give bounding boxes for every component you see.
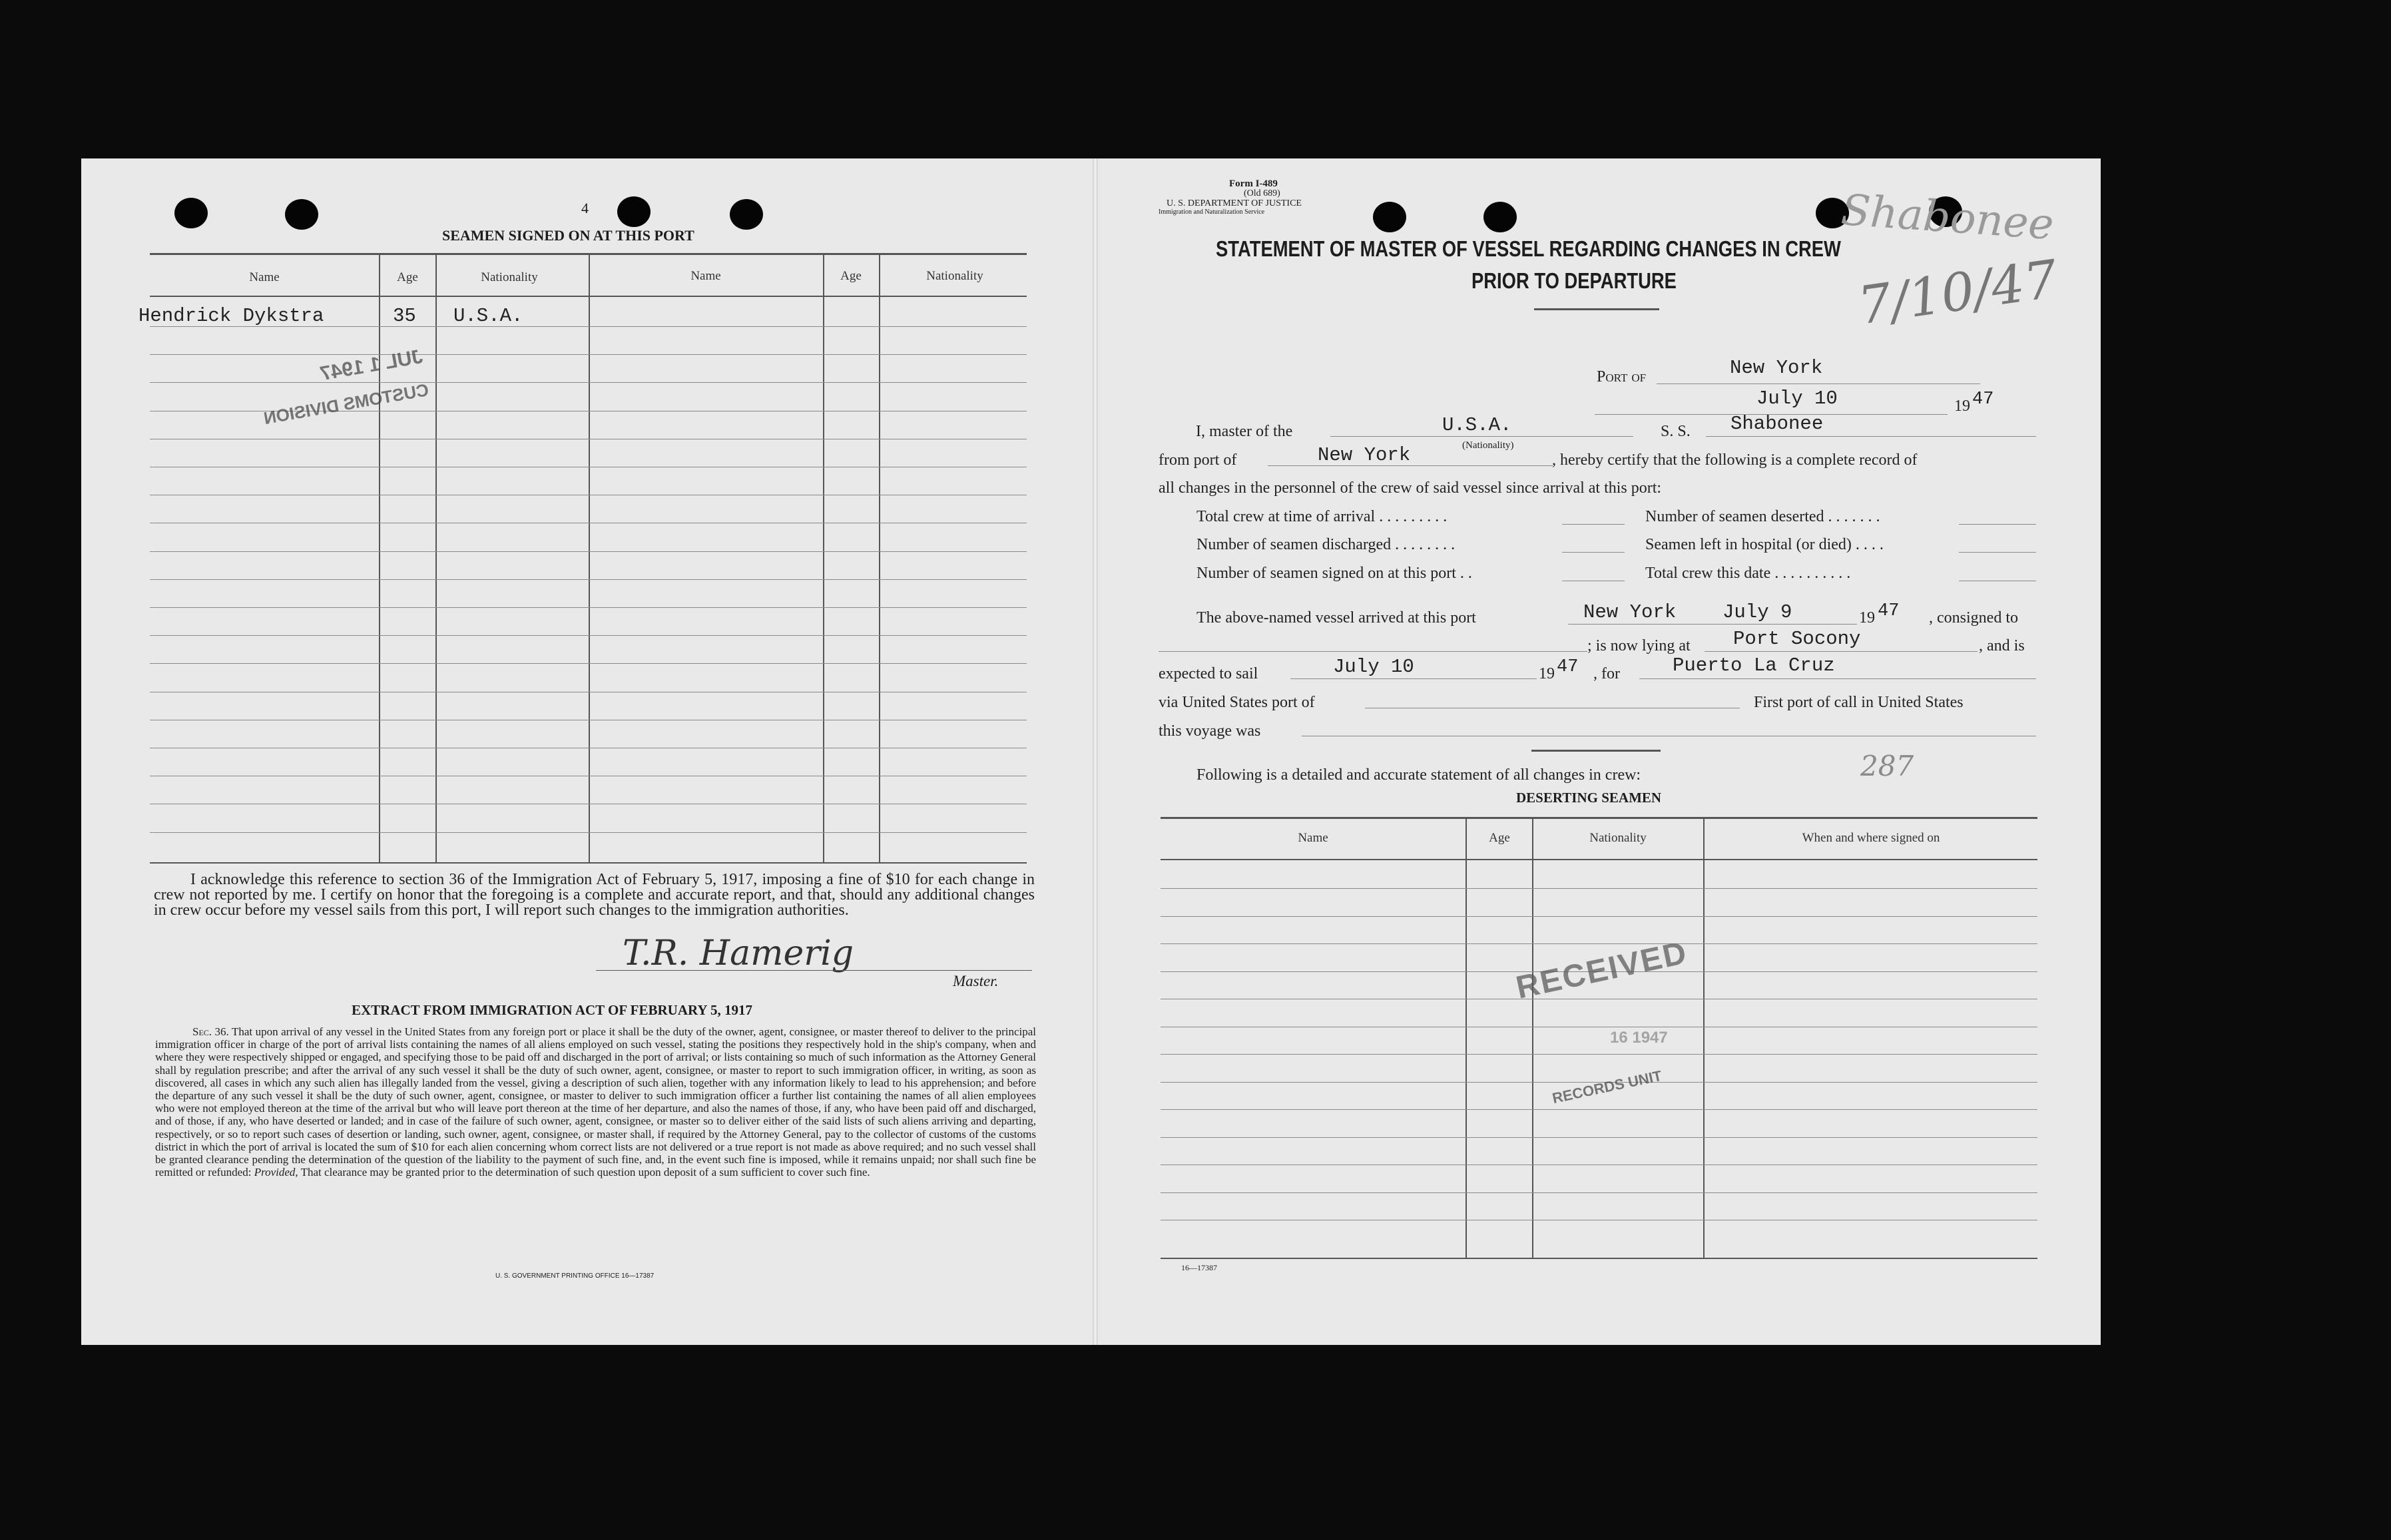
table-rule [1161,888,2037,889]
punch-hole [617,196,651,227]
records-unit-stamp: RECORDS UNIT [1551,1067,1664,1107]
certify-text: , hereby certify that the following is a complete record of [1552,451,1918,469]
department-line: U. S. DEPARTMENT OF JUSTICE [1167,198,1302,208]
right-page [1095,158,2101,1345]
table-rule [1161,1054,2037,1055]
seamen-discharged-label: Number of seamen discharged . . . . . . . . [1196,536,1456,553]
extract-title: EXTRACT FROM IMMIGRATION ACT OF FEBRUARY 5, 1917 [352,1002,753,1018]
seamen-signed-on-label: Number of seamen signed on at this port . . [1196,565,1472,582]
lying-at-label: ; is now lying at [1587,637,1691,654]
punch-hole [1373,202,1406,232]
section-36-text: Sec. 36. That upon arrival of any vessel in the United States from any foreign port or place it shall be the duty of the owner, agent, consignee, or master thereof to deliver to the principal immigration officer in charge of the port of arrival lists containing the names of all aliens employed on such vessel, stating the positions they respectively hold in the ship's company, when and where they were respectively shipped or engaged, and specifying those to be paid off and discharged in the port of arrival; or lists containing so much of such information as the Attorney General shall by regulation prescribe; and after the arrival of any such vessel it shall be the duty of such owner, agent, consignee, or master to report to such immigration officer, in writing, as soon as discovered, all cases in which any such alien has illegally landed from the vessel, giving a description of such alien, together with any information likely to lead to his apprehension; and before the departure of any such vessel it shall be the duty of such owner, agent, consignee, or master to deliver to such immigration officer a further list containing the names of all alien employees who were not employed thereon at the time of the arrival but who will leave port thereon at the time of her departure, and also the names of those, if any, who have been paid off and discharged, and of those, if any, who have deserted or landed; and in case of the failure of such owner, agent, consignee, or master so to deliver either of the said lists of such aliens arriving and departing, respectively, or so to report such cases of desertion or landing, such owner, agent, consignee, or master shall, if required by the Attorney General, pay to the collector of customs of the customs district in which the port of arrival is located the sum of $10 for each alien concerning whom correct lists are not delivered or a true report is not made as above required; and no such vessel shall be granted clearance pending the determination of the question of the liability to the payment of such fine, and, in the event such fine is imposed, while it remains unpaid; nor shall such fine be remitted or refunded: Provided, That clearance may be granted prior to the determination of such question upon deposit of a sum sufficient to cover such fine. [155,1025,1036,1179]
port-of-label: Port of [1597,368,1647,385]
voyage-label: this voyage was [1159,722,1261,740]
consigned-to-label: , consigned to [1929,609,2018,627]
col-header-name-deserting: Name [1298,831,1328,845]
nationality-value: U.S.A. [1442,414,1512,436]
punch-hole [285,199,318,230]
table-rule [150,354,1027,355]
table-rule [150,607,1027,608]
via-port-label: via United States port of [1159,694,1315,711]
customs-stamp: JUL 1 1947 CUSTOMS DIVISION [262,345,431,429]
table-rule [1161,943,2037,944]
form-title-line2: PRIOR TO DEPARTURE [1471,268,1677,293]
and-is-label: , and is [1979,637,2025,654]
table-rule [150,551,1027,552]
col-header-nationality-deserting: Nationality [1589,831,1647,845]
date-year-prefix: 19 [1954,397,1970,415]
from-port-label: from port of [1159,451,1237,469]
page-number: 4 [581,200,589,216]
entry-nationality: U.S.A. [453,305,523,327]
ship-name: Shabonee [1730,413,1824,435]
following-text: Following is a detailed and accurate statement of all changes in crew: [1196,766,1641,784]
all-changes-text: all changes in the personnel of the crew of said vessel since arrival at this port: [1159,479,1662,497]
nationality-caption: (Nationality) [1462,440,1514,451]
table-rule [1161,916,2037,917]
form-title-line1: STATEMENT OF MASTER OF VESSEL REGARDING CHANGES IN CREW [1216,236,1841,261]
expected-year-prefix: 19 [1539,665,1555,682]
footer-code: 16—17387 [1181,1263,1217,1272]
date-year: 47 [1972,389,1994,409]
ss-label: S. S. [1661,423,1691,440]
arrived-year: 47 [1878,601,1900,621]
form-old-number: (Old 689) [1244,188,1280,198]
form-number: Form I-489 [1229,178,1278,189]
arrived-label: The above-named vessel arrived at this port [1196,609,1476,627]
table-rule [1161,1164,2037,1165]
arrived-port: New York [1583,601,1677,623]
total-crew-date-label: Total crew this date . . . . . . . . . . [1645,565,1851,582]
received-stamp-date: 16 1947 [1610,1029,1668,1047]
total-crew-arrival-label: Total crew at time of arrival . . . . . . . . . [1196,508,1448,525]
received-stamp: RECEIVED [1513,935,1691,1006]
service-line: Immigration and Naturalization Service [1159,208,1265,216]
col-header-age: Age [397,270,418,284]
handwritten-date: 7/10/47 [1854,249,2061,337]
punch-hole [1483,202,1517,232]
master-of-label: I, master of the [1196,423,1293,440]
col-header-name-2: Name [690,269,721,283]
entry-age: 35 [393,305,416,327]
from-port-value: New York [1318,444,1411,466]
table-rule [1161,1192,2037,1193]
col-header-age-deserting: Age [1489,831,1510,845]
table-rule [150,635,1027,636]
table-rule [1161,1137,2037,1138]
table-rule [150,579,1027,580]
col-header-when-where: When and where signed on [1802,831,1940,845]
date-value: July 10 [1756,387,1838,409]
punch-hole [730,199,763,230]
port-of-value: New York [1730,357,1823,379]
for-label: , for [1593,665,1620,682]
col-header-name: Name [249,270,280,284]
arrived-date: July 9 [1723,601,1792,623]
expected-to-sail-label: expected to sail [1159,665,1258,682]
table-rule [1161,1109,2037,1110]
expected-year: 47 [1557,657,1579,677]
col-header-nationality-2: Nationality [926,269,983,283]
arrived-year-prefix: 19 [1859,609,1875,627]
table-rule [150,663,1027,664]
handwritten-ship-name: Shabonee [1839,185,2055,250]
acknowledgement-text: I acknowledge this reference to section 36 of the Immigration Act of February 5, 1917, imposing a fine of $10 for each change in crew not reported by me. I certify on honor that the foregoing is a complete and accurate report, and that, should any additional changes in crew occur before my vessel sails from this port, I will report such changes to the immigration authorities. [154,871,1035,919]
seamen-deserted-label: Number of seamen deserted . . . . . . . [1645,508,1880,525]
deserting-seamen-title: DESERTING SEAMEN [1516,790,1662,806]
col-header-nationality: Nationality [481,270,538,284]
entry-name: Hendrick Dykstra [138,305,324,327]
col-header-age-2: Age [840,269,862,283]
destination: Puerto La Cruz [1673,654,1835,676]
seamen-hospital-label: Seamen left in hospital (or died) . . . . [1645,536,1884,553]
handwritten-number: 287 [1860,750,1914,782]
seamen-signed-on-title: SEAMEN SIGNED ON AT THIS PORT [442,227,694,244]
punch-hole [174,198,208,228]
printer-line: U. S. GOVERNMENT PRINTING OFFICE 16—17387 [495,1272,655,1280]
expected-date: July 10 [1333,656,1414,678]
master-label: Master. [953,973,999,989]
master-signature: T.R. Hamerig [623,933,854,973]
table-rule [150,832,1027,833]
page-gutter [1093,158,1098,1345]
lying-at-value: Port Socony [1733,628,1861,650]
first-port-label: First port of call in United States [1754,694,1964,711]
